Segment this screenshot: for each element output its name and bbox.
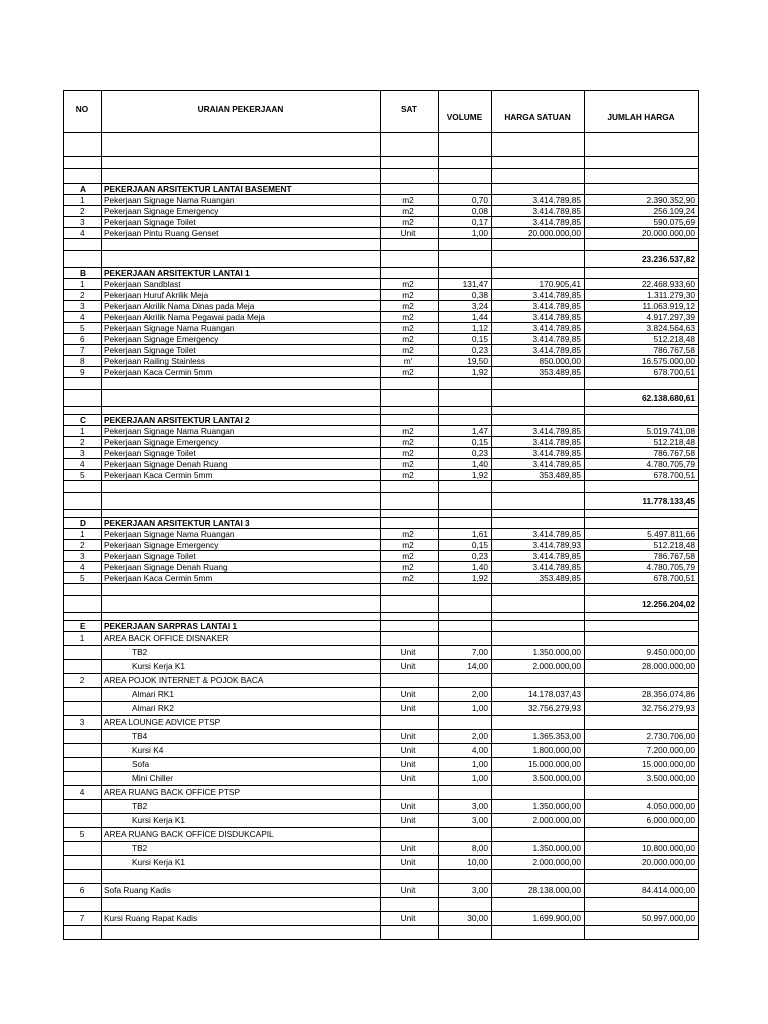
volume-cell: 3,24 bbox=[471, 301, 488, 311]
volume-cell: 0,15 bbox=[471, 437, 488, 447]
line-total-cell: 678.700,51 bbox=[653, 470, 695, 480]
unit-cell: Unit bbox=[400, 857, 416, 867]
column-border bbox=[584, 90, 585, 940]
row-number: 4 bbox=[79, 787, 85, 797]
unit-cell: m2 bbox=[402, 323, 414, 333]
work-item-description: Kursi K4 bbox=[132, 745, 164, 755]
line-total-cell: 50.997.000,00 bbox=[641, 913, 695, 923]
row-border bbox=[63, 827, 699, 828]
line-total-cell: 678.700,51 bbox=[653, 573, 695, 583]
row-number: B bbox=[80, 268, 86, 278]
row-border bbox=[63, 925, 699, 926]
row-number: 5 bbox=[80, 323, 85, 333]
volume-cell: 14,00 bbox=[467, 661, 488, 671]
row-border bbox=[63, 911, 699, 912]
row-number: 1 bbox=[80, 529, 85, 539]
line-total-cell: 16.575.000,00 bbox=[641, 356, 695, 366]
row-number: 8 bbox=[80, 356, 85, 366]
row-border bbox=[63, 743, 699, 744]
row-number: 3 bbox=[79, 717, 85, 727]
row-number: 3 bbox=[80, 448, 85, 458]
row-number: A bbox=[80, 184, 86, 194]
unit-price-cell: 353.489,85 bbox=[539, 367, 581, 377]
row-number: 5 bbox=[80, 470, 85, 480]
section-title: PEKERJAAN SARPRAS LANTAI 1 bbox=[104, 621, 238, 631]
volume-cell: 1,61 bbox=[471, 529, 488, 539]
unit-cell: Unit bbox=[400, 703, 416, 713]
row-number: 4 bbox=[80, 562, 85, 572]
unit-price-cell: 3.500.000,00 bbox=[532, 773, 581, 783]
unit-price-cell: 353.489,85 bbox=[539, 470, 581, 480]
row-number: E bbox=[80, 621, 86, 631]
unit-cell: m2 bbox=[402, 345, 414, 355]
line-total-cell: 32.756.279,93 bbox=[641, 703, 695, 713]
volume-cell: 2,00 bbox=[471, 689, 488, 699]
unit-cell: m2 bbox=[402, 334, 414, 344]
unit-price-cell: 3.414.789,85 bbox=[532, 551, 581, 561]
volume-cell: 1,12 bbox=[471, 323, 488, 333]
unit-cell: Unit bbox=[400, 689, 416, 699]
row-border bbox=[63, 897, 699, 898]
line-total-cell: 28.356.074,86 bbox=[641, 689, 695, 699]
work-item-description: Almari RK2 bbox=[132, 703, 174, 713]
row-number: 4 bbox=[80, 312, 85, 322]
line-total-cell: 20.000.000,00 bbox=[641, 857, 695, 867]
unit-price-cell: 2.000.000,00 bbox=[532, 857, 581, 867]
unit-price-cell: 3.414.789,85 bbox=[532, 529, 581, 539]
column-header-volume: VOLUME bbox=[446, 112, 483, 122]
work-item-description: Pekerjaan Signage Denah Ruang bbox=[104, 459, 228, 469]
volume-cell: 1,92 bbox=[471, 573, 488, 583]
volume-cell: 7,00 bbox=[471, 647, 488, 657]
unit-cell: Unit bbox=[400, 773, 416, 783]
unit-price-cell: 3.414.789,85 bbox=[532, 206, 581, 216]
volume-cell: 4,00 bbox=[471, 745, 488, 755]
work-item-description: Pekerjaan Signage Nama Ruangan bbox=[104, 529, 235, 539]
work-item-description: Kursi Kerja K1 bbox=[132, 857, 186, 867]
unit-cell: m2 bbox=[402, 470, 414, 480]
volume-cell: 0,08 bbox=[471, 206, 488, 216]
unit-cell: Unit bbox=[400, 759, 416, 769]
row-border bbox=[63, 645, 699, 646]
work-item-description: Pekerjaan Kaca Cermin 5mm bbox=[104, 470, 213, 480]
row-border bbox=[63, 631, 699, 632]
work-item-description: Pekerjaan Signage Emergency bbox=[104, 206, 219, 216]
row-border bbox=[63, 855, 699, 856]
unit-price-cell: 3.414.789,85 bbox=[532, 217, 581, 227]
row-number: 4 bbox=[80, 228, 85, 238]
line-total-cell: 5.019.741,08 bbox=[646, 426, 695, 436]
row-border bbox=[63, 492, 699, 493]
row-number: D bbox=[80, 518, 86, 528]
row-border bbox=[63, 813, 699, 814]
unit-cell: Unit bbox=[400, 815, 416, 825]
row-number: 1 bbox=[80, 195, 85, 205]
section-title: PEKERJAAN ARSITEKTUR LANTAI 3 bbox=[104, 518, 250, 528]
work-item-description: Pekerjaan Akrilik Nama Pegawai pada Meja bbox=[104, 312, 265, 322]
work-item-description: Pekerjaan Signage Nama Ruangan bbox=[104, 323, 235, 333]
unit-price-cell: 1.699.900,00 bbox=[532, 913, 581, 923]
row-border bbox=[63, 659, 699, 660]
row-number: C bbox=[80, 415, 86, 425]
section-title: PEKERJAAN ARSITEKTUR LANTAI 2 bbox=[104, 415, 250, 425]
unit-price-cell: 28.138.000,00 bbox=[527, 885, 581, 895]
row-border bbox=[63, 377, 699, 378]
unit-cell: m2 bbox=[402, 459, 414, 469]
line-total-cell: 786.767,58 bbox=[653, 345, 695, 355]
row-number: 1 bbox=[79, 633, 85, 643]
line-total-cell: 2.390.352,90 bbox=[646, 195, 695, 205]
volume-cell: 0,15 bbox=[471, 334, 488, 344]
unit-cell: Unit bbox=[400, 913, 416, 923]
row-border bbox=[63, 250, 699, 251]
unit-price-cell: 2.000.000,00 bbox=[532, 661, 581, 671]
work-item-description: Pekerjaan Signage Nama Ruangan bbox=[104, 195, 235, 205]
unit-price-cell: 3.414.789,85 bbox=[532, 301, 581, 311]
volume-cell: 1,40 bbox=[471, 562, 488, 572]
row-number: 2 bbox=[79, 675, 85, 685]
line-total-cell: 5.497.811,66 bbox=[647, 529, 695, 539]
unit-cell: Unit bbox=[400, 801, 416, 811]
volume-cell: 0,17 bbox=[471, 217, 488, 227]
volume-cell: 0,15 bbox=[471, 540, 488, 550]
work-item-description: Pekerjaan Kaca Cermin 5mm bbox=[104, 573, 213, 583]
section-subtotal: 12.256.204,02 bbox=[641, 599, 695, 609]
unit-price-cell: 3.414.789,85 bbox=[532, 334, 581, 344]
column-header-uraian-pekerjaan: URAIAN PEKERJAAN bbox=[197, 104, 284, 114]
work-item-description: AREA RUANG BACK OFFICE PTSP bbox=[104, 787, 241, 797]
volume-cell: 2,00 bbox=[471, 731, 488, 741]
column-header-jumlah-harga: JUMLAH HARGA bbox=[607, 112, 675, 122]
line-total-cell: 512.218,48 bbox=[653, 334, 695, 344]
row-border bbox=[63, 595, 699, 596]
line-total-cell: 4.780.705,79 bbox=[646, 459, 695, 469]
work-item-description: Pekerjaan Signage Denah Ruang bbox=[104, 562, 228, 572]
line-total-cell: 84.414.000,00 bbox=[641, 885, 695, 895]
work-item-description: AREA BACK OFFICE DISNAKER bbox=[104, 633, 229, 643]
column-header-no: NO bbox=[75, 104, 89, 114]
line-total-cell: 3.824.564,63 bbox=[646, 323, 695, 333]
row-number: 7 bbox=[80, 345, 85, 355]
work-item-description: Pekerjaan Signage Toilet bbox=[104, 217, 196, 227]
line-total-cell: 590.075,69 bbox=[653, 217, 695, 227]
work-item-description: Pekerjaan Signage Toilet bbox=[104, 448, 196, 458]
spacer-row-border bbox=[63, 168, 699, 169]
section-subtotal: 11.778.133,45 bbox=[642, 496, 695, 506]
column-border bbox=[491, 90, 492, 940]
line-total-cell: 4.050.000,00 bbox=[646, 801, 695, 811]
unit-price-cell: 3.414.789,85 bbox=[532, 323, 581, 333]
row-border bbox=[63, 687, 699, 688]
row-border bbox=[63, 701, 699, 702]
unit-cell: m2 bbox=[402, 195, 414, 205]
section-title: PEKERJAAN ARSITEKTUR LANTAI BASEMENT bbox=[104, 184, 292, 194]
unit-cell: m2 bbox=[402, 290, 414, 300]
unit-price-cell: 2.000.000,00 bbox=[532, 815, 581, 825]
work-item-description: Pekerjaan Signage Toilet bbox=[104, 551, 196, 561]
row-border bbox=[63, 939, 699, 940]
unit-cell: Unit bbox=[400, 228, 416, 238]
volume-cell: 0,23 bbox=[471, 345, 488, 355]
unit-price-cell: 1.350.000,00 bbox=[532, 647, 581, 657]
volume-cell: 1,00 bbox=[471, 703, 488, 713]
line-total-cell: 786.767,58 bbox=[653, 448, 695, 458]
line-total-cell: 7.200.000,00 bbox=[646, 745, 695, 755]
line-total-cell: 28.000.000,00 bbox=[641, 661, 695, 671]
unit-cell: m2 bbox=[402, 573, 414, 583]
work-item-description: Pekerjaan Signage Emergency bbox=[104, 437, 219, 447]
line-total-cell: 2.730.706,00 bbox=[646, 731, 695, 741]
volume-cell: 1,00 bbox=[471, 228, 488, 238]
row-number: 3 bbox=[80, 217, 85, 227]
row-border bbox=[63, 771, 699, 772]
line-total-cell: 1.311.279,30 bbox=[647, 290, 695, 300]
unit-price-cell: 3.414.789,85 bbox=[532, 437, 581, 447]
row-border bbox=[63, 238, 699, 239]
row-border bbox=[63, 883, 699, 884]
volume-cell: 30,00 bbox=[467, 913, 488, 923]
unit-price-cell: 20.000.000,00 bbox=[527, 228, 581, 238]
line-total-cell: 9.450.000,00 bbox=[646, 647, 695, 657]
volume-cell: 1,00 bbox=[471, 759, 488, 769]
work-item-description: Pekerjaan Signage Toilet bbox=[104, 345, 196, 355]
row-border bbox=[63, 673, 699, 674]
work-item-description: TB2 bbox=[132, 647, 148, 657]
row-number: 2 bbox=[80, 206, 85, 216]
work-item-description: AREA LOUNGE ADVICE PTSP bbox=[104, 717, 221, 727]
work-item-description: TB2 bbox=[132, 801, 148, 811]
volume-cell: 0,70 bbox=[471, 195, 488, 205]
line-total-cell: 3.500.000,00 bbox=[646, 773, 695, 783]
row-number: 7 bbox=[79, 913, 85, 923]
volume-cell: 3,00 bbox=[471, 815, 488, 825]
line-total-cell: 678.700,51 bbox=[653, 367, 695, 377]
work-item-description: AREA POJOK INTERNET & POJOK BACA bbox=[104, 675, 264, 685]
row-number: 6 bbox=[80, 334, 85, 344]
unit-price-cell: 3.414.789,85 bbox=[532, 312, 581, 322]
line-total-cell: 10.800.000,00 bbox=[641, 843, 695, 853]
spacer-row-border bbox=[63, 156, 699, 157]
unit-price-cell: 15.000.000,00 bbox=[527, 759, 581, 769]
line-total-cell: 15.000.000,00 bbox=[641, 759, 695, 769]
work-item-description: Pekerjaan Signage Emergency bbox=[104, 334, 219, 344]
unit-cell: m2 bbox=[402, 448, 414, 458]
volume-cell: 3,00 bbox=[471, 885, 488, 895]
row-number: 2 bbox=[80, 290, 85, 300]
unit-cell: m2 bbox=[402, 529, 414, 539]
table-top-border bbox=[63, 90, 699, 91]
column-border bbox=[438, 90, 439, 940]
volume-cell: 0,38 bbox=[471, 290, 488, 300]
volume-cell: 1,92 bbox=[471, 367, 488, 377]
unit-cell: Unit bbox=[400, 731, 416, 741]
unit-cell: Unit bbox=[400, 885, 416, 895]
row-number: 4 bbox=[80, 459, 85, 469]
row-number: 3 bbox=[80, 301, 85, 311]
unit-cell: m2 bbox=[402, 217, 414, 227]
line-total-cell: 11.063.919,12 bbox=[642, 301, 695, 311]
volume-cell: 19,50 bbox=[467, 356, 488, 366]
section-title: PEKERJAAN ARSITEKTUR LANTAI 1 bbox=[104, 268, 250, 278]
volume-cell: 10,00 bbox=[467, 857, 488, 867]
unit-cell: m2 bbox=[402, 426, 414, 436]
row-border bbox=[63, 757, 699, 758]
line-total-cell: 512.218,48 bbox=[653, 540, 695, 550]
work-item-description: Pekerjaan Huruf Akrilik Meja bbox=[104, 290, 209, 300]
volume-cell: 0,23 bbox=[471, 448, 488, 458]
unit-cell: Unit bbox=[400, 745, 416, 755]
work-item-description: TB4 bbox=[132, 731, 148, 741]
work-item-description: Kursi Kerja K1 bbox=[132, 661, 186, 671]
work-item-description: Pekerjaan Kaca Cermin 5mm bbox=[104, 367, 213, 377]
work-item-description: Pekerjaan Railing Stainless bbox=[104, 356, 206, 366]
row-border bbox=[63, 509, 699, 510]
volume-cell: 1,92 bbox=[471, 470, 488, 480]
unit-cell: m2 bbox=[402, 301, 414, 311]
unit-price-cell: 3.414.789,85 bbox=[532, 562, 581, 572]
row-number: 5 bbox=[80, 573, 85, 583]
row-number: 1 bbox=[80, 426, 85, 436]
unit-price-cell: 32.756.279,93 bbox=[527, 703, 581, 713]
line-total-cell: 786.767,58 bbox=[653, 551, 695, 561]
row-border bbox=[63, 406, 699, 407]
volume-cell: 1,44 bbox=[471, 312, 488, 322]
unit-cell: Unit bbox=[400, 647, 416, 657]
unit-cell: Unit bbox=[400, 661, 416, 671]
unit-cell: m2 bbox=[402, 540, 414, 550]
unit-price-cell: 3.414.789,93 bbox=[532, 540, 581, 550]
line-total-cell: 4.780.705,79 bbox=[646, 562, 695, 572]
unit-price-cell: 3.414.789,85 bbox=[532, 459, 581, 469]
unit-price-cell: 3.414.789,85 bbox=[532, 426, 581, 436]
row-border bbox=[63, 729, 699, 730]
row-border bbox=[63, 841, 699, 842]
unit-cell: m' bbox=[403, 356, 413, 366]
work-item-description: Pekerjaan Akrilik Nama Dinas pada Meja bbox=[104, 301, 255, 311]
row-border bbox=[63, 799, 699, 800]
row-border bbox=[63, 480, 699, 481]
unit-cell: m2 bbox=[402, 437, 414, 447]
unit-price-cell: 170.905,41 bbox=[539, 279, 581, 289]
volume-cell: 1,00 bbox=[471, 773, 488, 783]
row-border bbox=[63, 785, 699, 786]
unit-cell: m2 bbox=[402, 279, 414, 289]
unit-price-cell: 14.178.037,43 bbox=[527, 689, 581, 699]
line-total-cell: 256.109,24 bbox=[653, 206, 695, 216]
work-item-description: Pekerjaan Pintu Ruang Genset bbox=[104, 228, 219, 238]
volume-cell: 0,23 bbox=[471, 551, 488, 561]
section-subtotal: 23.236.537,82 bbox=[641, 254, 695, 264]
row-number: 9 bbox=[80, 367, 85, 377]
volume-cell: 131,47 bbox=[462, 279, 488, 289]
row-number: 2 bbox=[80, 437, 85, 447]
line-total-cell: 20.000.000,00 bbox=[641, 228, 695, 238]
work-item-description: Mini Chiller bbox=[132, 773, 174, 783]
work-item-description: Pekerjaan Signage Nama Ruangan bbox=[104, 426, 235, 436]
row-border bbox=[63, 612, 699, 613]
work-item-description: Kursi Ruang Rapat Kadis bbox=[104, 913, 198, 923]
volume-cell: 1,47 bbox=[471, 426, 488, 436]
row-border bbox=[63, 715, 699, 716]
work-item-description: Sofa Ruang Kadis bbox=[104, 885, 171, 895]
header-bottom-border bbox=[63, 132, 699, 133]
row-border bbox=[63, 389, 699, 390]
row-number: 6 bbox=[79, 885, 85, 895]
row-border bbox=[63, 869, 699, 870]
line-total-cell: 512.218,48 bbox=[653, 437, 695, 447]
unit-price-cell: 1.800.000,00 bbox=[532, 745, 581, 755]
column-header-harga-satuan: HARGA SATUAN bbox=[504, 112, 571, 122]
unit-cell: Unit bbox=[400, 843, 416, 853]
work-item-description: TB2 bbox=[132, 843, 148, 853]
unit-price-cell: 3.414.789,85 bbox=[532, 195, 581, 205]
volume-cell: 3,00 bbox=[471, 801, 488, 811]
unit-cell: m2 bbox=[402, 312, 414, 322]
unit-price-cell: 353.489,85 bbox=[539, 573, 581, 583]
line-total-cell: 22.468.933,60 bbox=[641, 279, 695, 289]
unit-cell: m2 bbox=[402, 367, 414, 377]
unit-price-cell: 1.350.000,00 bbox=[532, 843, 581, 853]
column-border bbox=[380, 90, 381, 940]
line-total-cell: 6.000.000,00 bbox=[646, 815, 695, 825]
row-number: 5 bbox=[79, 829, 85, 839]
work-item-description: Sofa bbox=[132, 759, 150, 769]
column-header-sat: SAT bbox=[401, 104, 417, 114]
unit-price-cell: 1.365.353,00 bbox=[532, 731, 581, 741]
line-total-cell: 4.917.297,39 bbox=[646, 312, 695, 322]
unit-price-cell: 3.414.789,85 bbox=[532, 345, 581, 355]
column-border bbox=[101, 90, 102, 940]
work-item-description: Pekerjaan Sandblast bbox=[104, 279, 181, 289]
column-border bbox=[63, 90, 64, 940]
row-number: 2 bbox=[80, 540, 85, 550]
work-item-description: Pekerjaan Signage Emergency bbox=[104, 540, 219, 550]
volume-cell: 1,40 bbox=[471, 459, 488, 469]
unit-price-cell: 1.350.000,00 bbox=[532, 801, 581, 811]
unit-price-cell: 3.414.789,85 bbox=[532, 290, 581, 300]
column-border bbox=[698, 90, 699, 940]
unit-cell: m2 bbox=[402, 206, 414, 216]
section-subtotal: 62.138.680,61 bbox=[641, 393, 695, 403]
row-border bbox=[63, 583, 699, 584]
row-number: 3 bbox=[80, 551, 85, 561]
unit-price-cell: 3.414.789,85 bbox=[532, 448, 581, 458]
unit-price-cell: 850.000,00 bbox=[539, 356, 581, 366]
work-item-description: AREA RUANG BACK OFFICE DISDUKCAPIL bbox=[104, 829, 274, 839]
work-item-description: Kursi Kerja K1 bbox=[132, 815, 186, 825]
unit-cell: m2 bbox=[402, 551, 414, 561]
volume-cell: 8,00 bbox=[471, 843, 488, 853]
work-item-description: Almari RK1 bbox=[132, 689, 174, 699]
row-number: 1 bbox=[80, 279, 85, 289]
unit-cell: m2 bbox=[402, 562, 414, 572]
